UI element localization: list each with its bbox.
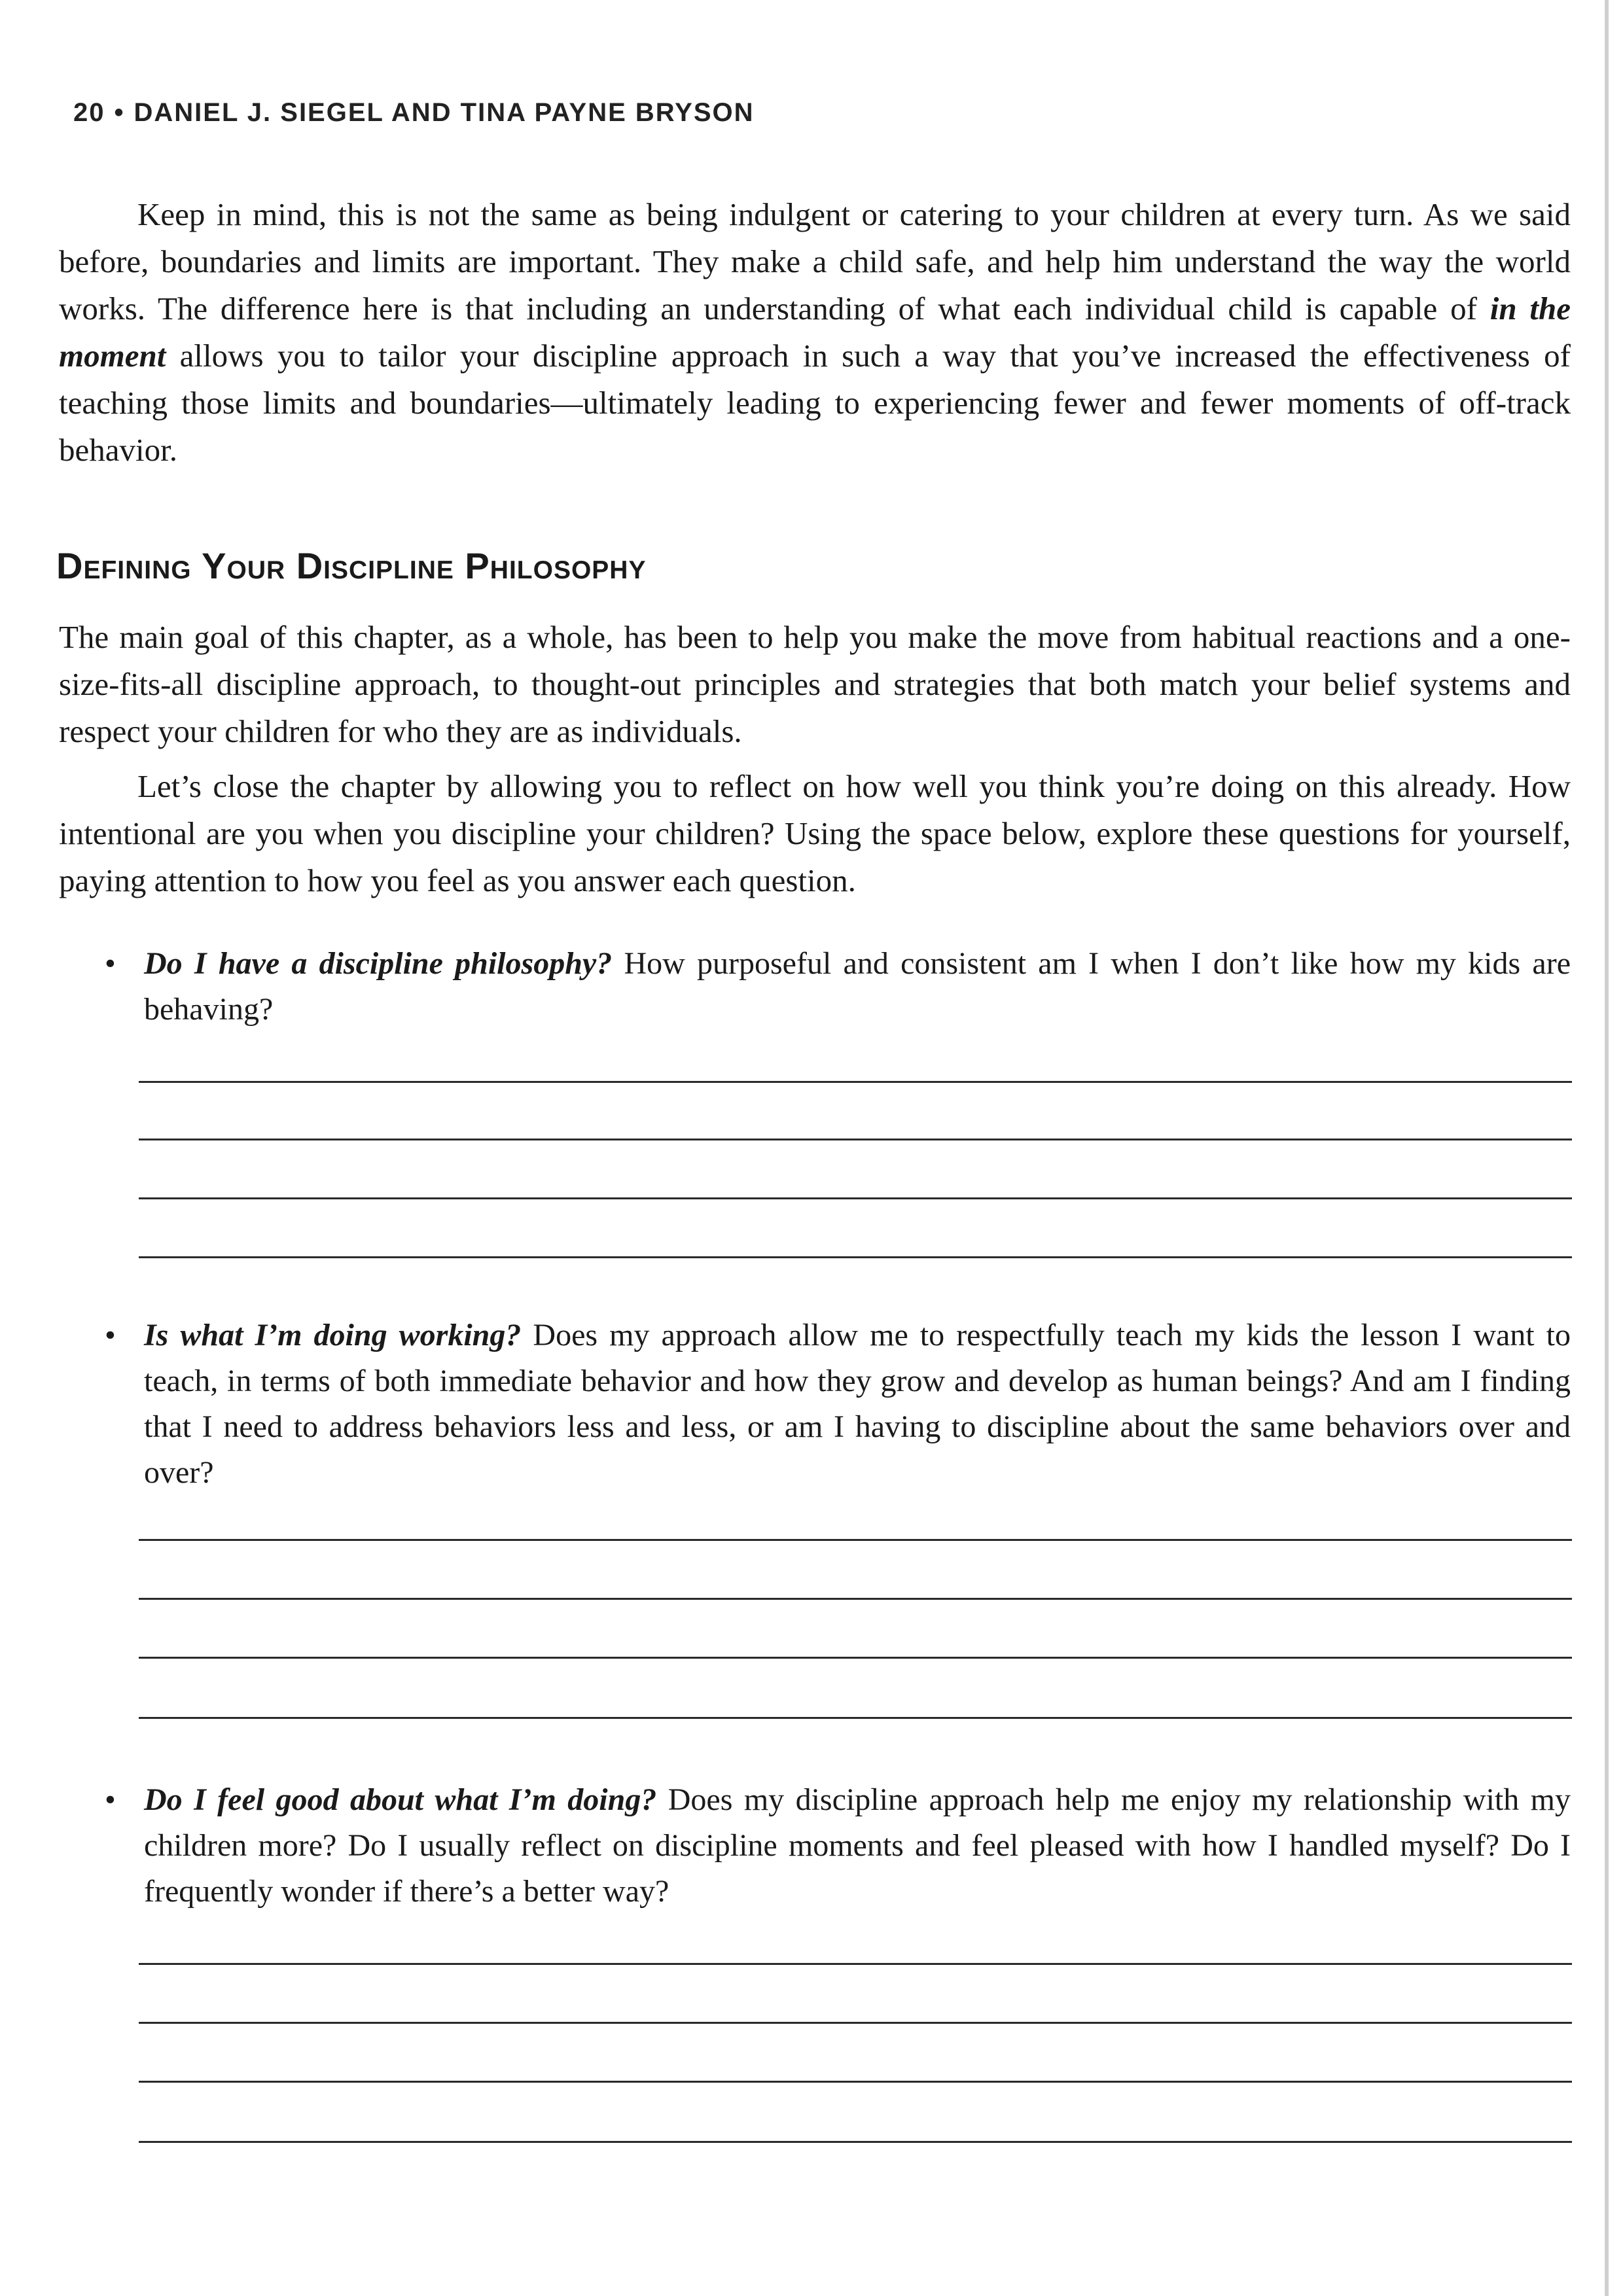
intro-text-1: Keep in mind, this is not the same as being indulgent or catering to your children at every turn. As we said before, boundaries and limits are important. They make a child safe, and help him understand the way the world works. The difference here is that including an understanding of what each individual child is capable of [59, 196, 1571, 327]
header-authors: DANIEL J. SIEGEL AND TINA PAYNE BRYSON [134, 98, 755, 127]
question-1-text: How purposeful and consistent am I when I don’t like how my kids are behaving? [144, 946, 1571, 1027]
question-3-text: Does my discipline approach help me enjoy my relationship with my children more? Do I usually reflect on discipline moments and feel pleased with how I handled myself? Do I frequently wonder if there’s a better way? [144, 1782, 1571, 1909]
answer-line-q1-4[interactable] [139, 1256, 1572, 1258]
answer-line-q1-1[interactable] [139, 1081, 1572, 1083]
intro-text-2: allows you to tailor your discipline approach in such a way that you’ve increased the effectiveness of teaching those limits and boundaries—ultimately leading to experiencing fewer and fewer moments of off-track behavior. [59, 338, 1571, 468]
section-paragraph-2: Let’s close the chapter by allowing you to reflect on how well you think you’re doing on this already. How intentional are you when you discipline your children? Using the space below, explore these questions for yourself, paying attention to how you feel as you answer each question. [59, 768, 1571, 898]
question-2 [105, 1313, 1571, 1496]
bullet-2: • [105, 1318, 116, 1352]
page-spine-edge [1605, 0, 1609, 2296]
intro-emphasis: in the moment [59, 291, 1571, 374]
answer-line-q3-3[interactable] [139, 2081, 1572, 2083]
answer-line-q2-1[interactable] [139, 1539, 1572, 1541]
question-3 [105, 1777, 1571, 1915]
header-separator: • [114, 98, 125, 127]
intro-paragraph [59, 191, 1571, 474]
answer-line-q2-3[interactable] [139, 1657, 1572, 1659]
bullet-3: • [105, 1782, 116, 1817]
answer-line-q3-2[interactable] [139, 2022, 1572, 2024]
running-head [73, 98, 755, 128]
answer-line-q3-4[interactable] [139, 2141, 1572, 2143]
question-2-lead: Is what I’m doing working? [144, 1318, 522, 1352]
question-2-text: Does my approach allow me to respectfully teach my kids the lesson I want to teach, in terms of both immediate behavior and how they grow and develop as human beings? And am I finding that I need to address behaviors less and less, or am I having to discipline about the same behaviors over and over? [144, 1318, 1571, 1490]
section-heading: Defining Your Discipline Philosophy [56, 545, 647, 586]
question-1 [105, 941, 1571, 1033]
answer-line-q2-4[interactable] [139, 1717, 1572, 1719]
answer-line-q3-1[interactable] [139, 1963, 1572, 1965]
question-3-lead: Do I feel good about what I’m doing? [144, 1782, 657, 1817]
answer-line-q1-2[interactable] [139, 1139, 1572, 1140]
question-1-lead: Do I have a discipline philosophy? [144, 946, 613, 981]
page-number: 20 [73, 98, 105, 127]
section-paragraph-1: The main goal of this chapter, as a whole, has been to help you make the move from habitual reactions and a one-size-fits-all discipline approach, to thought-out principles and strategies that both match your belief systems and respect your children for who they are as individuals. [59, 619, 1571, 749]
bullet-1: • [105, 946, 116, 981]
answer-line-q1-3[interactable] [139, 1197, 1572, 1199]
answer-line-q2-2[interactable] [139, 1598, 1572, 1600]
